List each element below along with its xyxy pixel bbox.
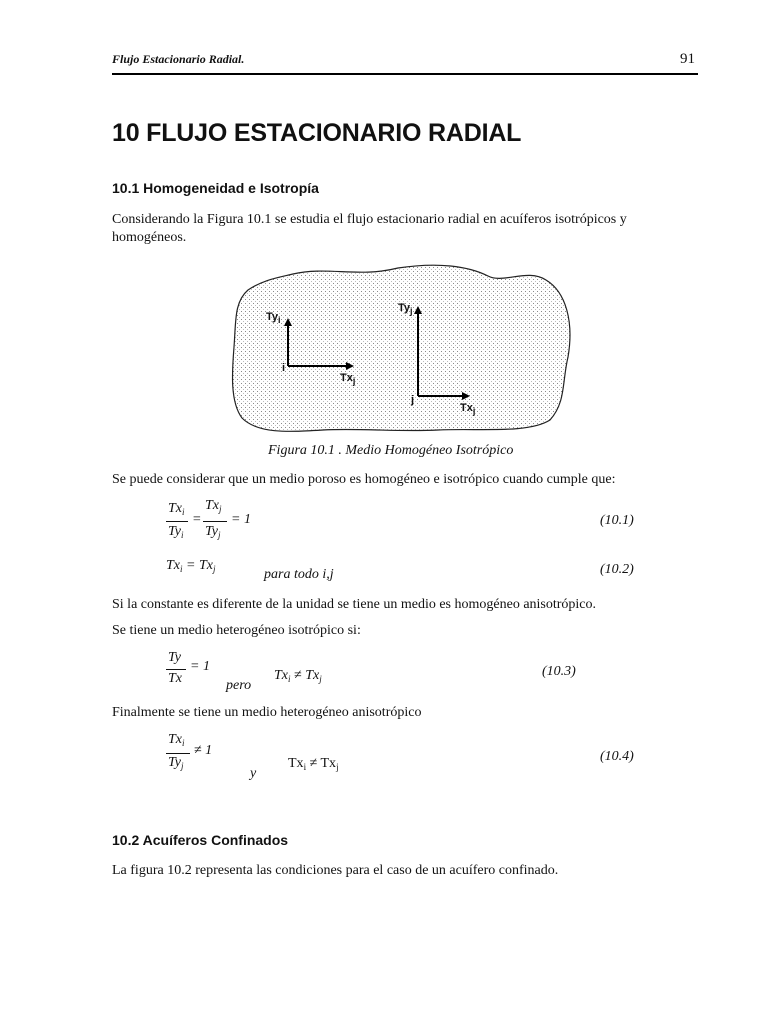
paragraph-final: Finalmente se tiene un medio heterogéneo anisotrópico [112, 705, 422, 720]
equation-10-3-inequality: $Tx_i \ne Tx_j$ [274, 668, 322, 684]
paragraph-confined: La figura 10.2 representa las condiciones para el caso de un acuífero confinado. [112, 863, 559, 878]
page-number: 91 [680, 51, 695, 67]
equation-number-10-1: (10.1) [600, 513, 634, 528]
equation-10-4-fraction: $Tx_i$ $Ty_j$ ≠ 1 [168, 732, 213, 771]
equation-10-3-fraction: Ty Tx = 1 [168, 650, 210, 686]
equation-10-2-qualifier: para todo i,j [264, 567, 334, 582]
paragraph-condition: Se puede considerar que un medio poroso es homogéneo e isotrópico cuando cumple que: [112, 472, 616, 487]
label-j: j [411, 394, 415, 406]
equation-10-3-connector: pero [226, 678, 252, 693]
figure-caption: Figura 10.1 . Medio Homogéneo Isotrópico [268, 443, 514, 458]
equation-10-1: $Tx_i$ $Ty_i$ = $Tx_j$ $Ty_j$ = 1 [168, 498, 251, 540]
equation-number-10-2: (10.2) [600, 562, 634, 577]
label-tx-j-2: $Tx_j$ [460, 402, 476, 416]
label-ty-j: $Ty_j$ [398, 302, 413, 316]
equation-10-4-connector: y [250, 766, 257, 781]
paragraph-heterogeneous: Se tiene un medio heterogéneo isotrópico si: [112, 623, 361, 638]
paragraph-anisotropic: Si la constante es diferente de la unidad se tiene un medio es homogéneo anisotrópico. [112, 597, 597, 612]
equation-number-10-4: (10.4) [600, 749, 634, 764]
figure-10-1 [228, 262, 578, 437]
equation-10-2: $Tx_i = Tx_j$ [166, 558, 216, 574]
aquifer-region [232, 265, 569, 431]
running-title: Flujo Estacionario Radial. [112, 52, 245, 66]
label-i: i [282, 362, 286, 374]
paragraph-intro-line2: homogéneos. [112, 230, 187, 245]
paragraph-intro-line1: Considerando la Figura 10.1 se estudia el flujo estacionario radial en acuíferos isotrópicos y [112, 212, 627, 227]
figure-10-1-drawing [228, 262, 578, 437]
chapter-title: 10 FLUJO ESTACIONARIO RADIAL [112, 119, 522, 147]
equation-number-10-3: (10.3) [542, 664, 576, 679]
equation-10-4-inequality: $Tx_i \ne Tx_j$ [288, 756, 339, 772]
label-tx-j-1: $Tx_j$ [340, 372, 356, 386]
header-rule [112, 73, 698, 75]
section-title-10-1: 10.1 Homogeneidad e Isotropía [112, 180, 319, 196]
section-title-10-2: 10.2 Acuíferos Confinados [112, 832, 289, 848]
label-ty-i: $Ty_i$ [266, 311, 281, 325]
